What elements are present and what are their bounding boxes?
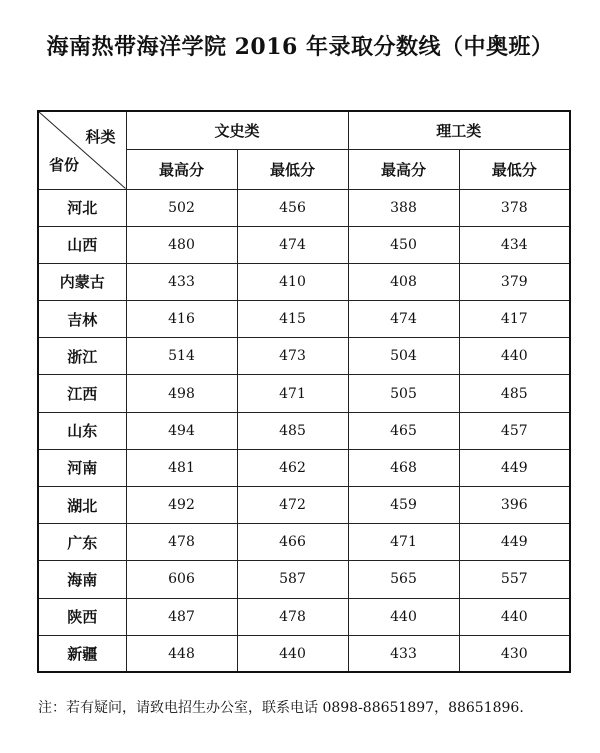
- table-row: [38, 226, 570, 263]
- score-cell: 487: [126, 598, 237, 635]
- score-cell: 471: [348, 524, 459, 561]
- score-cell: 379: [459, 263, 570, 300]
- score-cell: 433: [348, 635, 459, 672]
- table-row: [38, 301, 570, 338]
- score-cell: 450: [348, 226, 459, 263]
- province-cell: 河南: [38, 449, 126, 486]
- score-cell: 480: [126, 226, 237, 263]
- diagonal-divider: [39, 112, 126, 189]
- group-header-liberal-arts: 文史类: [126, 111, 348, 149]
- subheader-arts-max: 最高分: [126, 149, 237, 189]
- subheader-science-min: 最低分: [459, 149, 570, 189]
- subheader-science-max: 最高分: [348, 149, 459, 189]
- score-cell: 505: [348, 375, 459, 412]
- province-cell: 山西: [38, 226, 126, 263]
- corner-label-province: 省份: [49, 155, 80, 174]
- score-cell: 466: [237, 524, 348, 561]
- header-row-groups: [38, 111, 570, 149]
- score-cell: 485: [237, 412, 348, 449]
- score-cell: 472: [237, 487, 348, 524]
- score-cell: 449: [459, 449, 570, 486]
- table-row: [38, 635, 570, 672]
- score-cell: 468: [348, 449, 459, 486]
- score-cell: 478: [237, 598, 348, 635]
- score-cell: 417: [459, 301, 570, 338]
- table-row: [38, 524, 570, 561]
- score-cell: 492: [126, 487, 237, 524]
- score-cell: 514: [126, 338, 237, 375]
- score-cell: 557: [459, 561, 570, 598]
- table-row: [38, 449, 570, 486]
- score-cell: 462: [237, 449, 348, 486]
- province-cell: 湖北: [38, 487, 126, 524]
- score-cell: 473: [237, 338, 348, 375]
- province-cell: 海南: [38, 561, 126, 598]
- table-row: [38, 487, 570, 524]
- score-cell: 587: [237, 561, 348, 598]
- table-body: [38, 189, 570, 672]
- score-cell: 456: [237, 189, 348, 226]
- score-cell: 440: [348, 598, 459, 635]
- province-cell: 江西: [38, 375, 126, 412]
- group-header-science: 理工类: [348, 111, 570, 149]
- province-cell: 陕西: [38, 598, 126, 635]
- province-cell: 广东: [38, 524, 126, 561]
- score-cell: 485: [459, 375, 570, 412]
- table-row: [38, 598, 570, 635]
- score-cell: 408: [348, 263, 459, 300]
- score-cell: 504: [348, 338, 459, 375]
- province-cell: 新疆: [38, 635, 126, 672]
- contact-note: 注：若有疑问，请致电招生办公室，联系电话 0898-88651897，88651896.: [38, 700, 524, 716]
- score-cell: 471: [237, 375, 348, 412]
- score-cell: 459: [348, 487, 459, 524]
- province-cell: 浙江: [38, 338, 126, 375]
- table-row: [38, 412, 570, 449]
- score-cell: 478: [126, 524, 237, 561]
- score-cell: 430: [459, 635, 570, 672]
- score-cell: 498: [126, 375, 237, 412]
- score-cell: 565: [348, 561, 459, 598]
- table-row: [38, 189, 570, 226]
- score-cell: 396: [459, 487, 570, 524]
- score-cell: 388: [348, 189, 459, 226]
- score-cell: 440: [459, 598, 570, 635]
- corner-label-category: 科类: [85, 128, 116, 146]
- score-cell: 481: [126, 449, 237, 486]
- corner-header-cell: [38, 111, 126, 189]
- score-cell: 440: [459, 338, 570, 375]
- table-row: [38, 375, 570, 412]
- admission-score-table: [37, 110, 571, 673]
- province-cell: 内蒙古: [38, 263, 126, 300]
- score-cell: 449: [459, 524, 570, 561]
- score-cell: 434: [459, 226, 570, 263]
- table-row: [38, 263, 570, 300]
- score-cell: 448: [126, 635, 237, 672]
- score-cell: 457: [459, 412, 570, 449]
- score-cell: 416: [126, 301, 237, 338]
- score-cell: 474: [348, 301, 459, 338]
- province-cell: 河北: [38, 189, 126, 226]
- province-cell: 山东: [38, 412, 126, 449]
- page-title: 海南热带海洋学院 2016 年录取分数线（中奥班）: [46, 34, 554, 60]
- score-cell: 502: [126, 189, 237, 226]
- score-cell: 410: [237, 263, 348, 300]
- score-cell: 494: [126, 412, 237, 449]
- province-cell: 吉林: [38, 301, 126, 338]
- table-row: [38, 338, 570, 375]
- score-cell: 415: [237, 301, 348, 338]
- score-cell: 378: [459, 189, 570, 226]
- score-cell: 433: [126, 263, 237, 300]
- score-cell: 474: [237, 226, 348, 263]
- score-cell: 440: [237, 635, 348, 672]
- subheader-arts-min: 最低分: [237, 149, 348, 189]
- table-row: [38, 561, 570, 598]
- score-cell: 465: [348, 412, 459, 449]
- score-cell: 606: [126, 561, 237, 598]
